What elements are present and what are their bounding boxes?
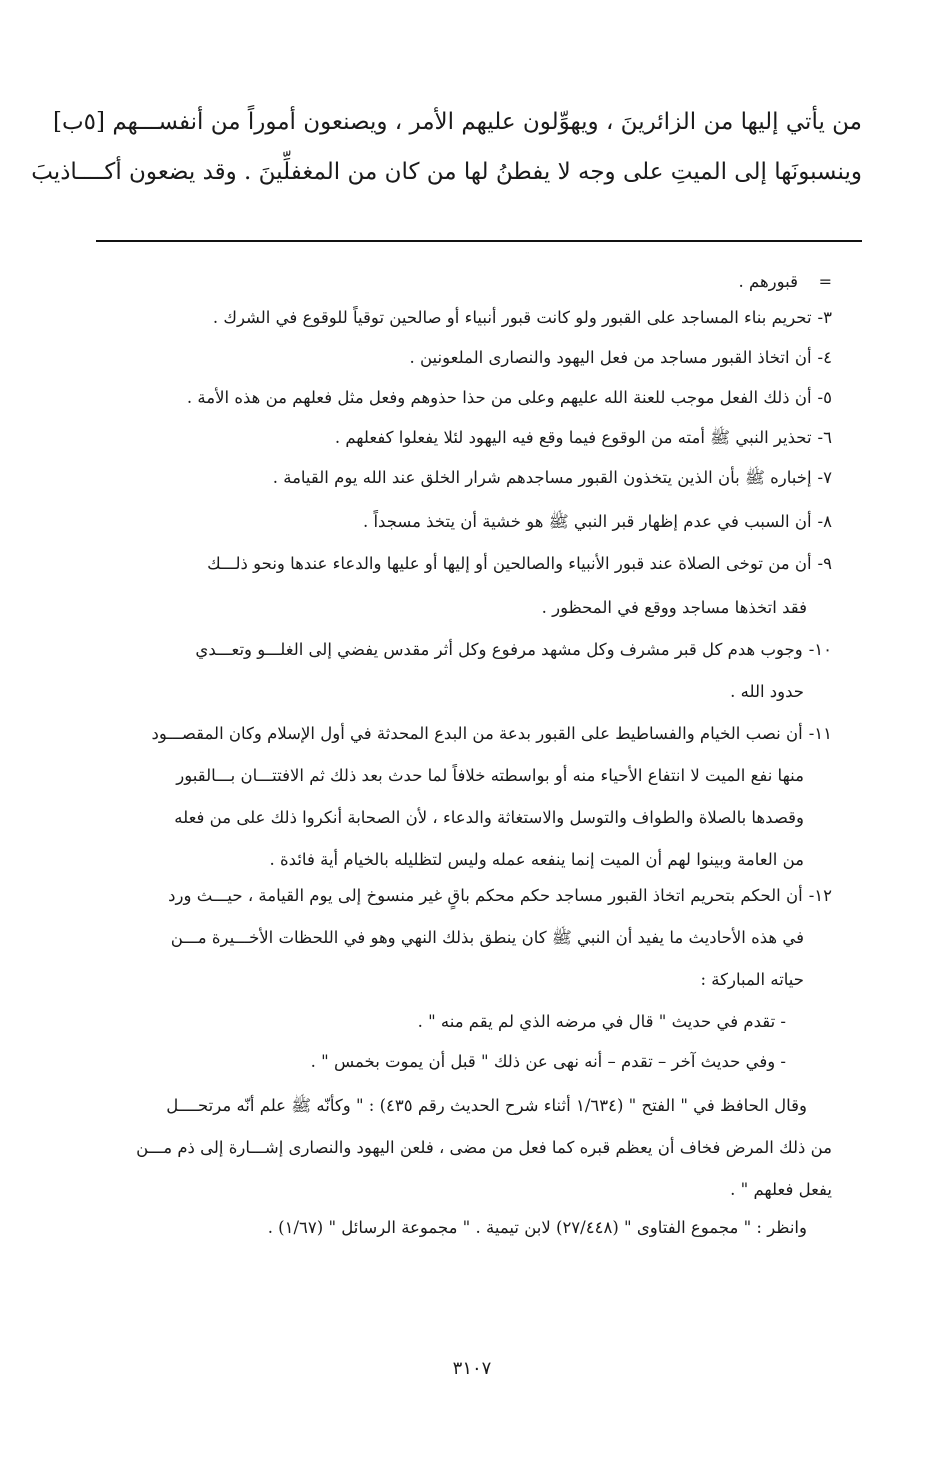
footnote-item — [335, 426, 832, 450]
footnote-number: ٨- — [817, 512, 832, 531]
footnote-text: تحريم بناء المساجد على القبور ولو كانت قبور أنبياء أو صالحين توقياً للوقوع في الشرك . — [212, 308, 812, 327]
footnote-number: ٤- — [817, 348, 832, 367]
see-also-reference: وانظر : " مجموع الفتاوى " (٢٧/٤٤٨) لابن تيمية . " مجموعة الرسائل " (١/٦٧) . — [267, 1218, 807, 1237]
footnote-text: أن السبب في عدم إظهار قبر النبي ﷺ هو خشية أن يتخذ مسجداً . — [362, 512, 812, 531]
footnote-item — [207, 552, 832, 576]
footnote-continuation: قبورهم . — [738, 272, 798, 291]
footnote-item — [187, 386, 832, 410]
bullet-item: - تقدم في حديث " قال في مرضه الذي لم يقم منه " . — [417, 1012, 786, 1031]
footnote-continuation-line: حدود الله . — [730, 682, 804, 701]
footnote-number: ١١- — [808, 724, 832, 743]
footnote-text: أن من توخى الصلاة عند قبور الأنبياء والصالحين أو إليها أو عليها والدعاء عندها ونحو ذلـــك — [207, 554, 812, 573]
footnote-text: أن نصب الخيام والفساطيط على القبور بدعة من البدع المحدثة في أول الإسلام وكان المقصـــود — [151, 724, 803, 743]
footnote-continuation-line: في هذه الأحاديث ما يفيد أن النبي ﷺ كان ينطق بذلك النهي وهو في اللحظات الأخـــيرة مـــن — [170, 928, 804, 947]
footnote-item — [410, 346, 833, 370]
footnote-number: ٣- — [817, 308, 832, 327]
footnote-number: ٩- — [817, 554, 832, 573]
footnote-item — [213, 306, 832, 330]
footnote-continuation-line: فقد اتخذها مساجد ووقع في المحظور . — [541, 598, 807, 617]
main-text-line-1: من يأتي إليها من الزائرينَ ، ويهوِّلون عليهم الأمر ، ويصنعون أموراً من أنفســـهم [٥ب] — [53, 109, 862, 135]
quote-line: وقال الحافظ في " الفتح " (١/٦٣٤ أثناء شرح الحديث رقم ٤٣٥) : " وكأنّه ﷺ علم أنّه مرتحــــل — [166, 1096, 807, 1115]
continuation-mark: = — [818, 272, 832, 291]
footnote-item — [363, 510, 832, 534]
footnote-number: ٥- — [817, 388, 832, 407]
footnote-number: ٦- — [817, 428, 832, 447]
footnote-item — [168, 884, 832, 908]
footnote-continuation-line: حياته المباركة : — [700, 970, 804, 989]
footnote-continuation-line: وقصدها بالصلاة والطواف والتوسل والاستغاثة والدعاء ، لأن الصحابة أنكروا ذلك على من فعله — [174, 808, 804, 827]
footnote-continuation-line: منها نفع الميت لا انتفاع الأحياء منه أو بواسطته خلافاً لما حدث بعد ذلك ثم الافتتـــان بـــالقبور — [176, 766, 804, 785]
quote-line: من ذلك المرض فخاف أن يعظم قبره كما فعل من مضى ، فلعن اليهود والنصارى إشـــارة إلى ذم مـــن — [136, 1138, 832, 1157]
footnote-text: وجوب هدم كل قبر مشرف وكل مشهد مرفوع وكل أثر مقدس يفضي إلى الغلـــو وتعـــدي — [195, 640, 803, 659]
footnote-continuation-line: من العامة وبينوا لهم أن الميت إنما ينفعه عمله وليس لتظليله بالخيام أية فائدة . — [269, 850, 804, 869]
footnote-item — [151, 722, 832, 746]
footnote-text: أن الحكم بتحريم اتخاذ القبور مساجد حكم محكم باقٍ غير منسوخ إلى يوم القيامة ، حيـــث ورد — [168, 886, 803, 905]
footnote-separator — [96, 240, 862, 242]
footnote-item — [195, 638, 832, 662]
bullet-item: - وفي حديث آخر – تقدم – أنه نهى عن ذلك " قبل أن يموت بخمس " . — [310, 1052, 786, 1071]
footnote-item — [273, 466, 832, 490]
page-number: ٣١٠٧ — [452, 1358, 492, 1379]
footnote-text: تحذير النبي ﷺ أمته من الوقوع فيما وقع فيه اليهود لئلا يفعلوا كفعلهم . — [334, 428, 812, 447]
footnote-text: إخباره ﷺ بأن الذين يتخذون القبور مساجدهم شرار الخلق عند الله يوم القيامة . — [272, 468, 812, 487]
main-text-line-2: وينسبونَها إلى الميتِ على وجه لا يفطنُ لها من كان من المغفلِّينَ . وقد يضعون أكــــاذيبَ — [31, 159, 862, 185]
footnote-number: ١٠- — [808, 640, 832, 659]
footnote-number: ١٢- — [808, 886, 832, 905]
footnote-text: أن اتخاذ القبور مساجد من فعل اليهود والنصارى الملعونين . — [409, 348, 812, 367]
footnote-text: أن ذلك الفعل موجب للعنة الله عليهم وعلى من حذا حذوهم وفعل مثل فعلهم من هذه الأمة . — [186, 388, 812, 407]
footnote-number: ٧- — [817, 468, 832, 487]
quote-line: يفعل فعلهم " . — [730, 1180, 832, 1199]
